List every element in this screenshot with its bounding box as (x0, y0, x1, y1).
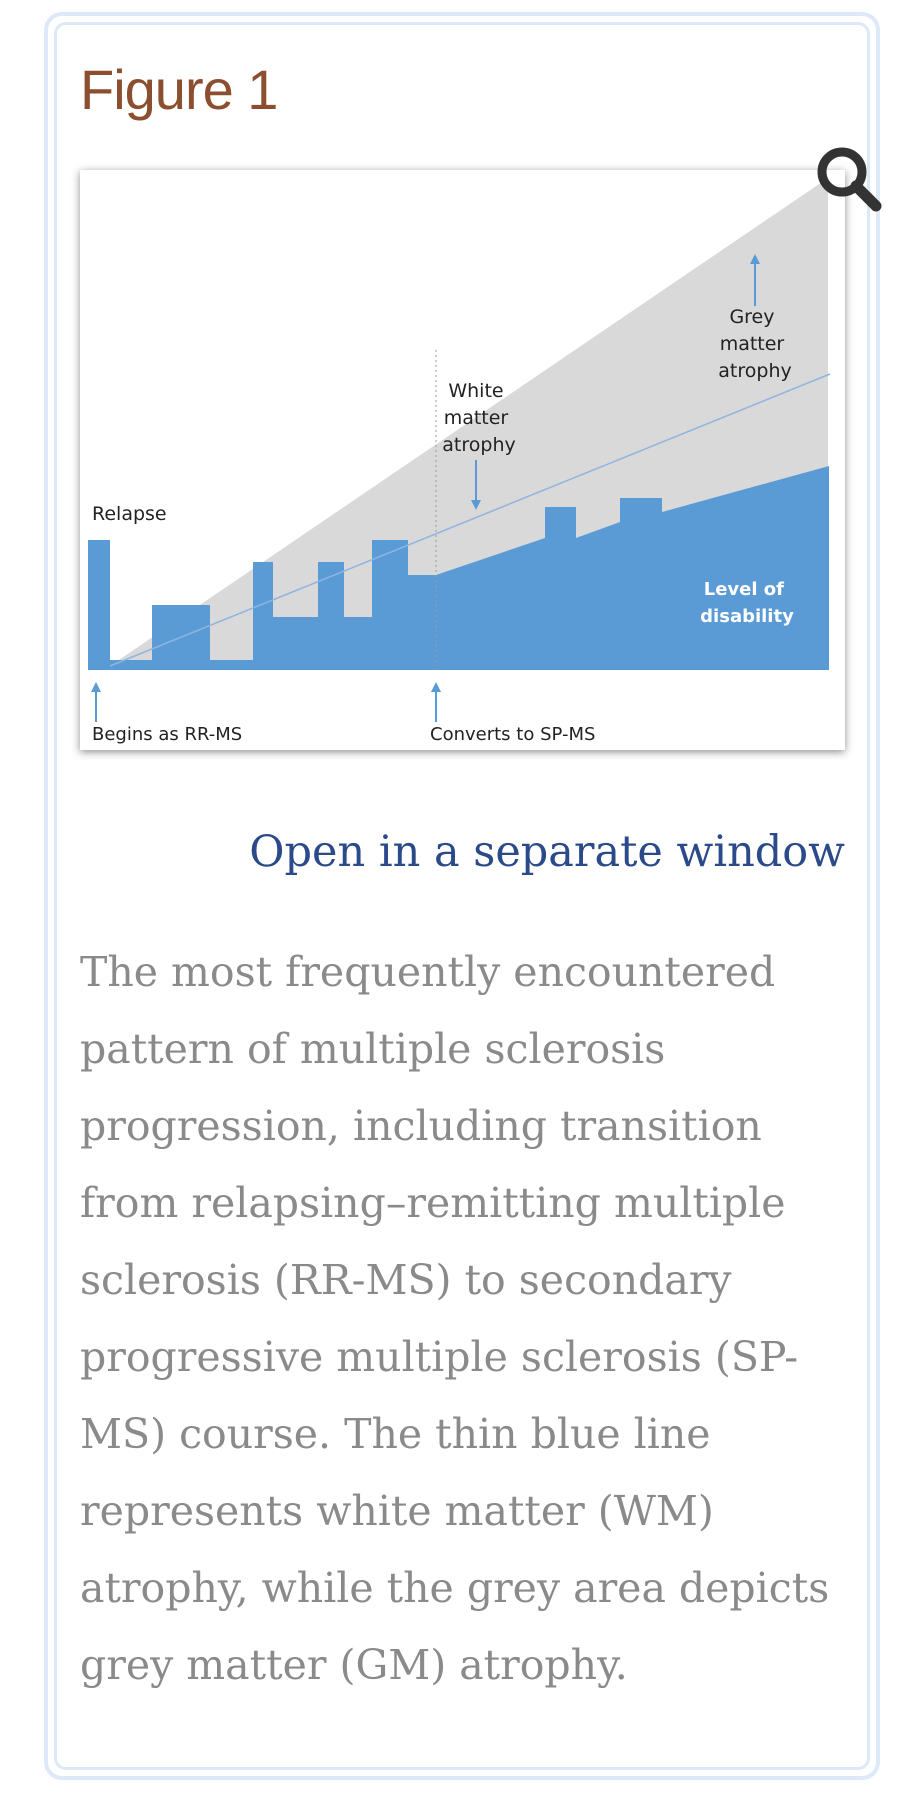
figure-image[interactable] (80, 170, 845, 750)
ms-progression-diagram (80, 170, 845, 750)
grey-matter-label-line1: Grey (729, 306, 775, 328)
begins-label: Begins as RR-MS (92, 724, 243, 745)
converts-label: Converts to SP-MS (430, 724, 596, 745)
figure-title: Figure 1 (80, 58, 278, 121)
magnifier-icon[interactable] (812, 142, 884, 214)
open-in-separate-window-link[interactable]: Open in a separate window (249, 827, 845, 877)
figure-caption: The most frequently encountered pattern of multiple sclerosis progression, including transition from relapsing–remitting multiple sclerosis (RR-MS) to secondary progressive multiple sclerosis (SP-MS) course. The thin blue line represents white matter (WM) atrophy, while the grey area depicts grey matter (GM) atrophy. (80, 948, 830, 1689)
grey-matter-label-line2: matter (719, 333, 785, 355)
disability-label-line1: Level of (703, 579, 784, 600)
disability-label-line2: disability (700, 606, 794, 627)
white-matter-label-line2: matter (443, 407, 509, 429)
relapse-label: Relapse (92, 503, 167, 525)
white-matter-label-line3: atrophy (442, 434, 516, 456)
grey-matter-label-line3: atrophy (718, 360, 792, 382)
begins-arrow-head (91, 682, 101, 692)
converts-arrow-head (431, 682, 441, 692)
white-matter-label (442, 380, 515, 456)
white-matter-label-line1: White (448, 380, 504, 402)
